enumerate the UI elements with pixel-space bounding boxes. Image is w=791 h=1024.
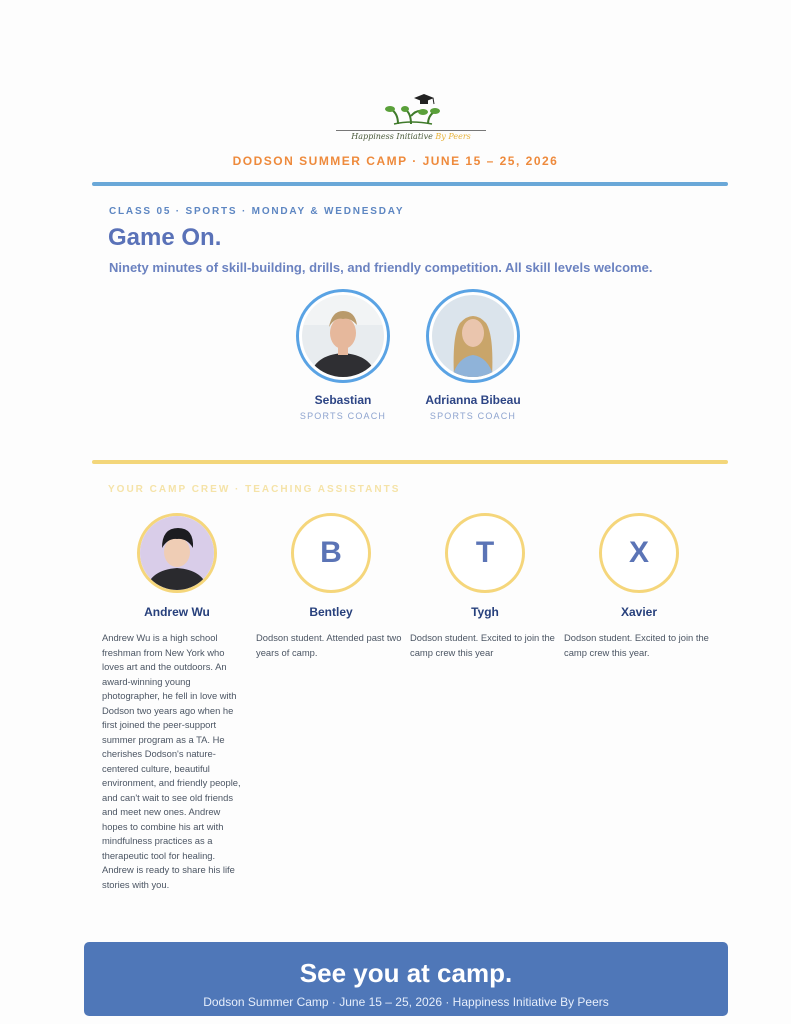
crew-card [256, 513, 406, 660]
crew-card [410, 513, 560, 660]
logo-text-peers: By Peers [435, 132, 471, 141]
crew-name: Bentley [309, 605, 353, 619]
crew-bio: Dodson student. Attended past two years of camp. [256, 632, 402, 658]
coach-photo [432, 295, 514, 377]
footer-banner [84, 942, 728, 1016]
crew-photo [140, 516, 214, 590]
coach-card [273, 289, 413, 421]
crew-name: Andrew Wu [144, 605, 210, 619]
crew-bio: Andrew Wu is a high school freshman from New York who loves art and the outdoors. An award-winning young photographer, he fell in love with Dodson two years ago when he first joined the peer-support summer program as a TA. He cherishes Dodson's nature-centered culture, beautiful environment, and friendly people, and can't wait to see old friends and meet new ones. Andrew hopes to combine his art with mindfulness practices as a therapeutic tool for healing. Andrew is ready to share his life stories with you. [102, 632, 241, 890]
crew-avatar [599, 513, 679, 593]
coach-role: SPORTS COACH [299, 411, 387, 421]
class-description: Ninety minutes of skill-building, drills, and friendly competition. All skill levels welcome. [109, 260, 653, 275]
crew-card [564, 513, 714, 660]
coach-name: Sebastian [314, 393, 372, 407]
crew-initial: B [320, 536, 342, 569]
logo-wordmark [336, 132, 486, 141]
crew-initial: X [628, 536, 649, 569]
crew-avatar [137, 513, 217, 593]
coach-avatar [426, 289, 520, 383]
coach-card [403, 289, 543, 421]
class-meta: CLASS 05 · SPORTS · MONDAY & WEDNESDAY [109, 206, 405, 217]
footer-headline: See you at camp. [299, 958, 513, 988]
class-title: Game On. [108, 224, 222, 251]
crew-avatar [445, 513, 525, 593]
crew-avatar [291, 513, 371, 593]
coach-name: Adrianna Bibeau [425, 393, 521, 407]
footer-subline: Dodson Summer Camp · June 15 – 25, 2026 · Happiness Initiative By Peers [203, 995, 609, 1009]
crew-name: Tygh [471, 605, 499, 619]
coach-avatar [296, 289, 390, 383]
crew-name: Xavier [620, 605, 658, 619]
logo-text-main: Happiness Initiative [351, 132, 433, 141]
crew-bio: Dodson student. Excited to join the camp crew this year [410, 632, 555, 658]
crew-initial: T [475, 536, 495, 569]
sprout-graduation-cap-icon [336, 92, 486, 130]
coach-role: SPORTS COACH [429, 411, 517, 421]
coach-photo [302, 295, 384, 377]
section-divider-blue [92, 182, 728, 186]
crew-bio: Dodson student. Excited to join the camp crew this year. [564, 632, 709, 658]
crew-card [102, 513, 252, 892]
camp-header: DODSON SUMMER CAMP · JUNE 15 – 25, 2026 [232, 154, 559, 168]
crew-section-label: YOUR CAMP CREW · TEACHING ASSISTANTS [108, 484, 401, 495]
logo [336, 92, 486, 148]
logo-divider [336, 130, 486, 131]
section-divider-yellow [92, 460, 728, 464]
